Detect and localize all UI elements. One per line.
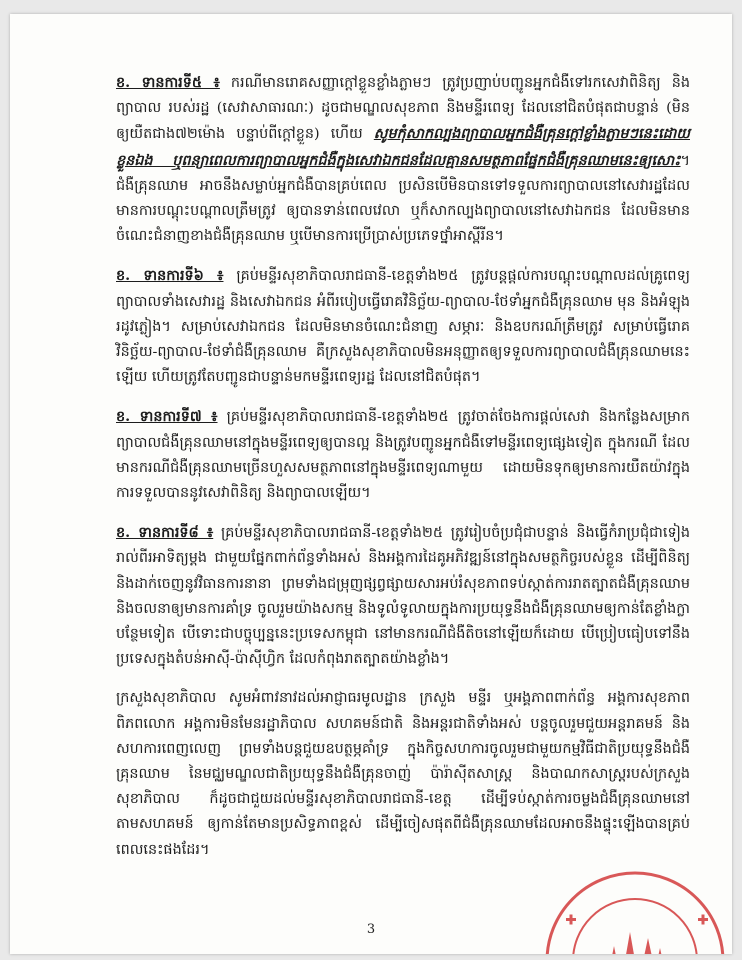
measure-8-text: គ្រប់មន្ទីរសុខាភិបាលរាជធានី-ខេត្តទាំង២៥ ត្រូវរៀបចំប្រជុំជាបន្ទាន់ និងធ្វើកំរាប្រជុំជាទៀងរាល់ពីរអាទិត្យម្តង ជាមួយផ្នែកពាក់ព័ន្ធទាំងអស់ និងអង្គការដៃគូអភិវឌ្ឍន៍នៅក្នុងសមត្ថកិច្ចរបស់ខ្លួន ដើម្បីពិនិត្យ និងដាក់ចេញនូវវិធានការនានា ព្រមទាំងជម្រុញផ្សព្វផ្សាយសារអប់រំសុខភាពទប់ស្កាត់ការរាតត្បាតជំងឺគ្រុនឈាម និងចលនាឲ្យមានការគាំទ្រ ចូលរួមយ៉ាងសកម្ម និងទូលំទូលាយក្នុងការប្រយុទ្ធនឹងជំងឺគ្រុនឈាមឲ្យកាន់តែខ្លាំងក្លាបន្ថែមទៀត បើទោះជាបច្ចុប្បន្ននេះប្រទេសកម្ពុជា នៅមានករណីជំងឺតិចនៅឡើយក៏ដោយ បើប្រៀបធៀបទៅនឹងប្រទេសក្នុងតំបន់អាស៊ី-ប៉ាស៊ីហ្វិក ដែលកំពុងរាតត្បាតយ៉ាងខ្លាំង។ xyxy=(116,525,691,668)
document-page xyxy=(10,14,732,954)
measure-8-paragraph xyxy=(70,520,690,672)
measure-5-emphasis: សូមកុំសាកល្បងព្យាបាលអ្នកជំងឺគ្រុនក្ដៅខ្លាំងភ្លាមៗនេះដោយខ្លួនឯង ឬពន្យាពេលការព្យាបាលអ្នកជំងឺក្នុងសេវាឯកជនដែលគ្មានសមត្ថភាពផ្នែកជំងឺគ្រុនឈាមនេះឲ្យសោះ xyxy=(116,125,690,169)
measure-5-paragraph xyxy=(70,70,690,249)
measure-6-label: ខ. ទានការទី៦ ៖ xyxy=(116,267,224,285)
measure-7-text: គ្រប់មន្ទីរសុខាភិបាលរាជធានី-ខេត្តទាំង២៥ ត្រូវចាត់ចែងការផ្ដល់សេវា និងកន្លែងសម្រាកព្យាបាលជំងឺគ្រុនឈាមនៅក្នុងមន្ទីរពេទ្យឲ្យបានល្អ និងត្រូវបញ្ជូនអ្នកជំងឺទៅមន្ទីរពេទ្យផ្សេងទៀត ក្នុងករណី ដែលមានករណីជំងឺគ្រុនឈាមច្រើនហួសសមត្ថភាពនៅក្នុងមន្ទីរពេទ្យណាមួយ ដោយមិនទុកឲ្យមានការយឺតយ៉ាវក្នុងការទទួលបាននូវសេវាពិនិត្យ និងព្យាបាលឡើយ។ xyxy=(116,409,690,502)
measure-5-text-before: ករណីមានរោគសញ្ញាក្ដៅខ្លួនខ្លាំងភ្លាមៗ ត្រូវប្រញាប់បញ្ជូនអ្នកជំងឺទៅរកសេវាពិនិត្យ និងព្យាបាល របស់រដ្ឋ (សេវាសាធារណៈ) ដូចជាមណ្ឌលសុខភាព និងមន្ទីរពេទ្យ ដែលនៅជិតបំផុតជាបន្ទាន់ (មិនឲ្យយឺតជាង៧២ម៉ោង បន្ទាប់ពីក្ដៅខ្លួន) ហើយ xyxy=(116,75,691,143)
measure-8-label: ខ. ទានការទី៨ ៖ xyxy=(116,524,214,542)
appeal-text: ក្រសួងសុខាភិបាល សូមអំពាវនាវដល់អាជ្ញាធរមូលដ្ឋាន ក្រសួង មន្ទីរ ឬអង្គភាពពាក់ព័ន្ធ អង្គការសុខភាពពិភពលោក អង្គការមិនមែនរដ្ឋាភិបាល សហគមន៍ជាតិ និងអន្តរជាតិទាំងអស់ បន្តចូលរួមជួយអន្តរាគមន៍ និងសហការពេញលេញ ព្រមទាំងបន្តជួយឧបត្ថម្ភគាំទ្រ ក្នុងកិច្ចសហការចូលរួមជាមួយកម្មវិធីជាតិប្រយុទ្ធនឹងជំងឺគ្រុនឈាម នៃមជ្ឈមណ្ឌលជាតិប្រយុទ្ធនឹងជំងឺគ្រុនចាញ់ ប៉ារ៉ាស៊ីតសាស្ត្រ និងបាណកសាស្ត្ររបស់ក្រសួងសុខាភិបាល ក៏ដូចជាជួយដល់មន្ទីរសុខាភិបាលរាជធានី-ខេត្ត ដើម្បីទប់ស្កាត់ការចម្លងជំងឺគ្រុនឈាមនៅតាមសហគមន៍ ឲ្យកាន់តែមានប្រសិទ្ធភាពខ្ពស់ ដើម្បីចៀសផុតពីជំងឺគ្រុនឈាមដែលអាចនឹងផ្ទុះឡើងបានគ្រប់ពេលនេះផងដែរ។ xyxy=(116,690,690,858)
measure-5-label: ខ. ទានការទី៥ ៖ xyxy=(116,74,220,91)
appeal-paragraph xyxy=(70,686,690,862)
page-number: 3 xyxy=(366,922,376,937)
measure-5-text-after: ។ ជំងឺគ្រុនឈាម អាចនឹងសម្លាប់អ្នកជំងឺបានគ្រប់ពេល ប្រសិនបើមិនបានទៅទទួលការព្យាបាលនៅសេវារដ្ឋដែលមានការបណ្តុះបណ្តាលត្រឹមត្រូវ ឲ្យបានទាន់ពេលវេលា ឬក៏សាកល្បងព្យាបាលនៅសេវាឯកជន ដែលមិនមានចំណេះជំនាញខាងជំងឺគ្រុនឈាម ឬបើមានការប្រើប្រាស់ប្រភេទថ្នាំអាស្ពីរីន។ xyxy=(116,152,690,245)
measure-6-text: គ្រប់មន្ទីរសុខាភិបាលរាជធានី-ខេត្តទាំង២៥ ត្រូវបន្តផ្តល់ការបណ្តុះបណ្តាលដល់គ្រូពេទ្យព្យាបាលទាំងសេវារដ្ឋ និងសេវាឯកជន អំពីរបៀបធ្វើរោគវិនិច្ឆ័យ-ព្យាបាល-ថែទាំអ្នកជំងឺគ្រុនឈាម មុន និងអំឡុងរដូវភ្លៀង។ សម្រាប់សេវាឯកជន ដែលមិនមានចំណេះជំនាញ សម្ភារៈ និងឧបករណ៍ត្រឹមត្រូវ សម្រាប់ធ្វើរោគវិនិច្ឆ័យ-ព្យាបាល-ថែទាំជំងឺគ្រុនឈាម គឺក្រសួងសុខាភិបាលមិនអនុញ្ញាតឲ្យទទួលការព្យាបាលជំងឺគ្រុនឈាមនេះឡើយ ហើយត្រូវតែបញ្ជូនជាបន្ទាន់មកមន្ទីរពេទ្យរដ្ឋ ដែលនៅជិតបំផុត។ xyxy=(116,268,690,386)
ministry-seal-icon xyxy=(540,866,730,954)
document-body xyxy=(70,70,690,877)
measure-6-paragraph xyxy=(70,263,690,390)
measure-7-label: ខ. ទានការទី៧ ៖ xyxy=(116,408,218,426)
measure-7-paragraph xyxy=(70,404,690,506)
